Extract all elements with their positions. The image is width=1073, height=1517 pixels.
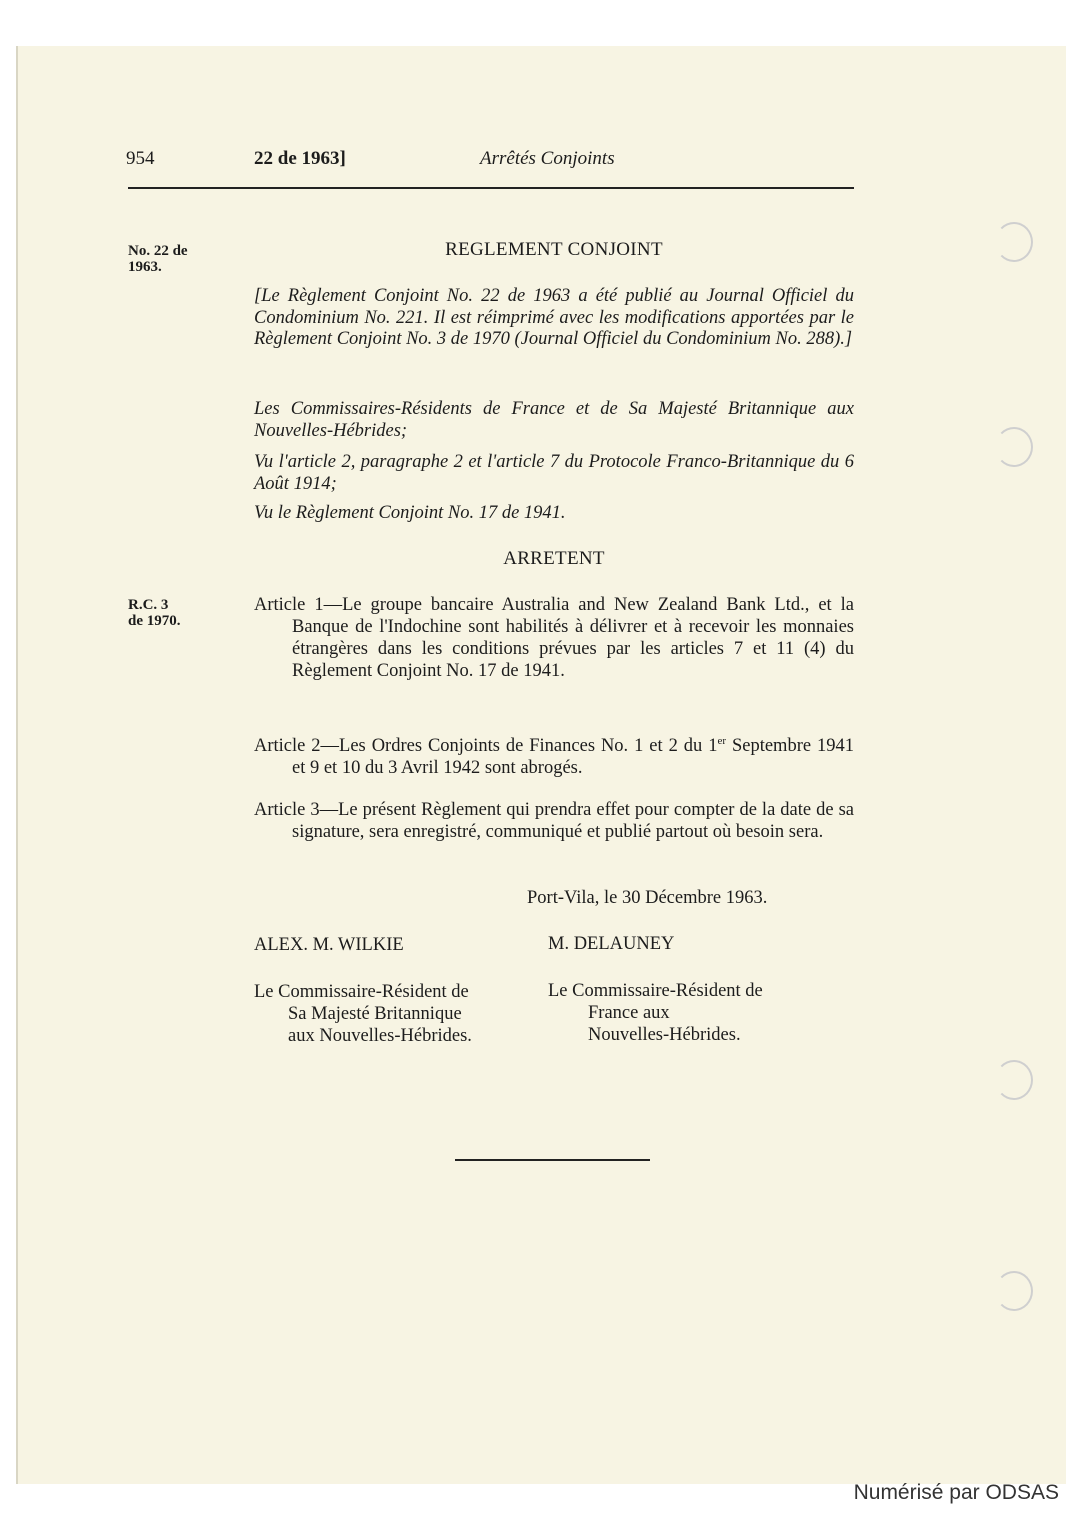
- article-2-text: Septembre 1941 et 9 et 10 du 3 Avril 1942 sont abrogés.: [292, 736, 854, 779]
- editorial-note: [Le Règlement Conjoint No. 22 de 1963 a été publié au Journal Officiel du Condominium No. 221. Il est réimprimé avec les modifications apportées par le Règlement Conjoint No. 3 de 1970 (Journal Officiel du Condominium No. 288).]: [254, 286, 854, 349]
- signatory-title-british: [254, 981, 524, 1047]
- margin-note-amendment: [128, 597, 181, 629]
- punch-hole-icon: [995, 1271, 1033, 1311]
- punch-hole-icon: [995, 222, 1033, 262]
- page-number: 954: [126, 148, 155, 169]
- punch-hole-icon: [995, 427, 1033, 467]
- article-3: Article 3—Le présent Règlement qui prendra effet pour compter de la date de sa signature, sera enregistré, communiqué et publié partout où besoin sera.: [254, 800, 854, 842]
- decree-heading: ARRETENT: [503, 548, 605, 569]
- margin-note-line: R.C. 3: [128, 597, 169, 613]
- article-2: [254, 730, 854, 779]
- title-line: France aux: [588, 1003, 670, 1023]
- signatory-title-french: [548, 980, 818, 1046]
- title-line: Nouvelles-Hébrides.: [588, 1025, 741, 1045]
- title-line: Sa Majesté Britannique: [288, 1004, 462, 1024]
- margin-note-line: No. 22 de: [128, 243, 188, 259]
- preamble-clause: Les Commissaires-Résidents de France et de Sa Majesté Britannique aux Nouvelles-Hébrides;: [254, 399, 854, 441]
- preamble-clause: Vu le Règlement Conjoint No. 17 de 1941.: [254, 503, 566, 523]
- document-title: REGLEMENT CONJOINT: [445, 239, 663, 260]
- margin-note-regulation: [128, 243, 188, 275]
- ordinal-superscript: er: [717, 735, 727, 747]
- article-1: Article 1—Le groupe bancaire Australia and New Zealand Bank Ltd., et la Banque de l'Indochine sont habilités à délivrer et à recevoir les monnaies étrangères dans les conditions prévues par les articles 7 et 11 (4) du Règlement Conjoint No. 17 de 1941.: [254, 595, 854, 681]
- end-rule: [455, 1159, 650, 1161]
- punch-hole-icon: [995, 1060, 1033, 1100]
- title-line: Le Commissaire-Résident de: [548, 981, 763, 1001]
- margin-note-line: de 1970.: [128, 613, 181, 629]
- title-line: Le Commissaire-Résident de: [254, 982, 469, 1002]
- article-2-text: Article 2—Les Ordres Conjoints de Finances No. 1 et 2 du 1: [254, 736, 718, 757]
- title-line: aux Nouvelles-Hébrides.: [288, 1026, 472, 1046]
- signatory-name-british: ALEX. M. WILKIE: [254, 935, 404, 955]
- header-year-reference: 22 de 1963]: [254, 148, 346, 169]
- header-rule: [128, 187, 854, 189]
- digitization-watermark: Numérisé par ODSAS: [853, 1481, 1059, 1504]
- running-title: Arrêtés Conjoints: [480, 148, 615, 169]
- preamble-clause: Vu l'article 2, paragraphe 2 et l'article 7 du Protocole Franco-Britannique du 6 Août 1914;: [254, 452, 854, 494]
- place-date: Port-Vila, le 30 Décembre 1963.: [527, 888, 768, 908]
- margin-note-line: 1963.: [128, 259, 162, 275]
- signatory-name-french: M. DELAUNEY: [548, 934, 675, 954]
